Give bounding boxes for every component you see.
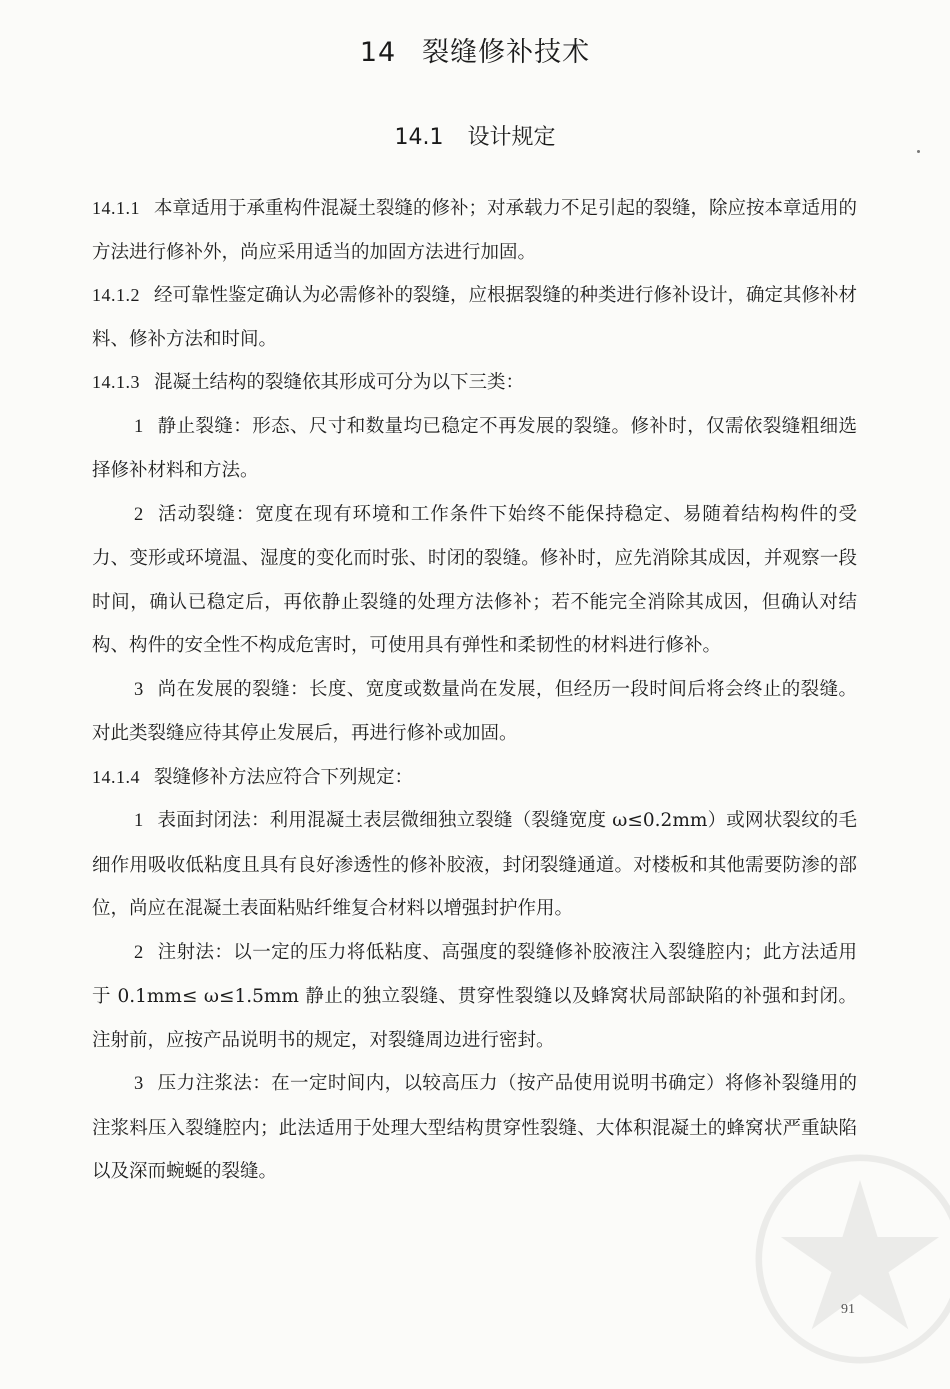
item-text: 尚在发展的裂缝：长度、宽度或数量尚在发展，但经历一段时间后将会终止的裂缝。对此类裂缝应待其停止发展后，再进行修补或加固。: [92, 678, 857, 744]
clause-text: 混凝土结构的裂缝依其形成可分为以下三类：: [154, 372, 525, 393]
scan-speck: [917, 150, 920, 153]
clause-14-1-3: [92, 361, 857, 405]
item-text: 静止裂缝：形态、尺寸和数量均已稳定不再发展的裂缝。修补时，仅需依裂缝粗细选择修补材料和方法。: [92, 415, 857, 481]
page-number: 91: [841, 1302, 855, 1317]
clause-text: 本章适用于承重构件混凝土裂缝的修补；对承载力不足引起的裂缝，除应按本章适用的方法进行修补外，尚应采用适当的加固方法进行加固。: [92, 198, 858, 263]
clause-number: 14.1.2: [92, 285, 140, 305]
clause-14-1-1: [92, 187, 857, 274]
item-text: 活动裂缝：宽度在现有环境和工作条件下始终不能保持稳定、易随着结构构件的受力、变形或环境温、湿度的变化而时张、时闭的裂缝。修补时，应先消除其成因，并观察一段时间，确认已稳定后，再依静止裂缝的处理方法修补；若不能完全消除其成因，但确认对结构、构件的安全性不构成危害时，可使用具有弹性和柔韧性的材料进行修补。: [92, 503, 857, 656]
section-number: 14.1: [394, 125, 444, 150]
clause-number: 14.1.3: [92, 372, 140, 392]
list-item: [92, 668, 857, 756]
chapter-title: [0, 30, 950, 69]
item-text: 注射法：以一定的压力将低粘度、高强度的裂缝修补胶液注入裂缝腔内；此方法适用于 0.1mm≤ ω≤1.5mm 静止的独立裂缝、贯穿性裂缝以及蜂窝状局部缺陷的补强和封闭。注射前，应按产品说明书的规定，对裂缝周边进行密封。: [92, 941, 857, 1051]
body-text: [92, 187, 857, 1194]
clause-number: 14.1.4: [92, 766, 140, 787]
list-item: [92, 799, 857, 931]
list-item: [92, 405, 857, 493]
clause-text: 裂缝修补方法应符合下列规定：: [154, 766, 414, 788]
watermark-seal-icon: [750, 1149, 950, 1369]
section-title-text: 设计规定: [467, 125, 556, 150]
section-title: [0, 120, 950, 151]
item-number: 3: [134, 679, 144, 700]
item-number: 1: [134, 811, 144, 831]
item-number: 3: [134, 1074, 144, 1094]
clause-number: 14.1.1: [92, 198, 140, 218]
item-text: 压力注浆法：在一定时间内，以较高压力（按产品使用说明书确定）将修补裂缝用的注浆料压入裂缝腔内；此法适用于处理大型结构贯穿性裂缝、大体积混凝土的蜂窝状严重缺陷以及深而蜿蜒的裂缝。: [92, 1073, 857, 1182]
list-item: [92, 493, 857, 668]
list-item: [92, 931, 857, 1063]
clause-text: 经可靠性鉴定确认为必需修补的裂缝，应根据裂缝的种类进行修补设计，确定其修补材料、修补方法和时间。: [92, 285, 858, 350]
chapter-title-text: 裂缝修补技术: [422, 37, 591, 68]
item-text: 表面封闭法：利用混凝土表层微细独立裂缝（裂缝宽度 ω≤0.2mm）或网状裂纹的毛细作用吸收低粘度且具有良好渗透性的修补胶液，封闭裂缝通道。对楼板和其他需要防渗的部位，尚应在混凝土表面粘贴纤维复合材料以增强封护作用。: [92, 810, 857, 919]
list-item: [92, 1062, 857, 1194]
clause-14-1-4: [92, 756, 857, 800]
chapter-number: 14: [359, 37, 397, 68]
item-number: 2: [134, 942, 144, 963]
clause-14-1-2: [92, 274, 857, 361]
item-number: 2: [134, 504, 144, 525]
item-number: 1: [134, 416, 144, 437]
